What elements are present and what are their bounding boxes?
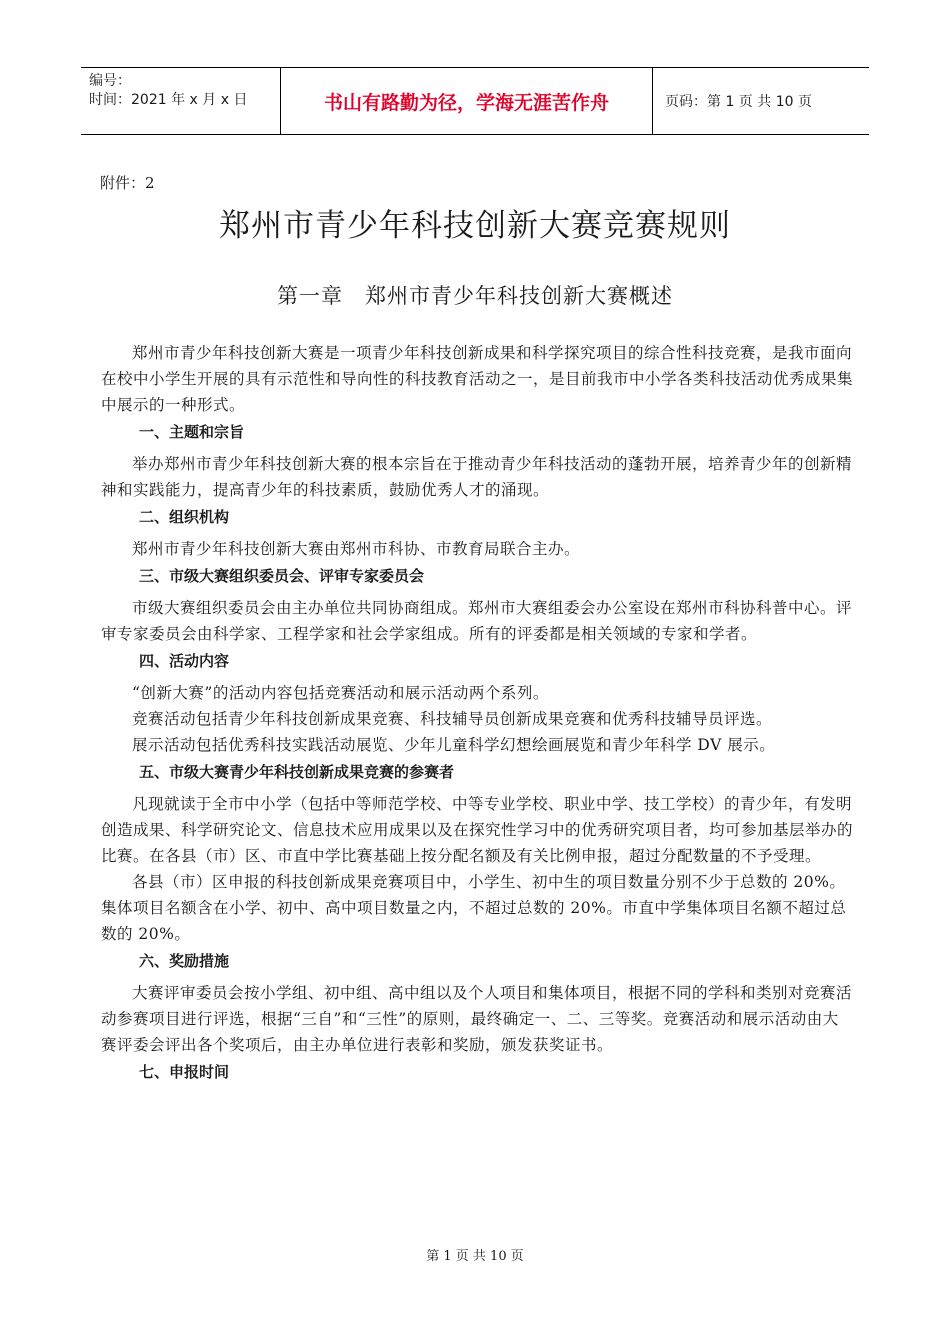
section-paragraph: 市级大赛组织委员会由主办单位共同协商组成。郑州市大赛组委会办公室设在郑州市科协科普中心。评审专家委员会由科学家、工程学家和社会学家组成。所有的评委都是相关领域的专家和学者。 [101,599,853,643]
section-paragraph: 凡现就读于全市中小学（包括中等师范学校、中等专业学校、职业中学、技工学校）的青少年，有发明创造成果、科学研究论文、信息技术应用成果以及在探究性学习中的优秀研究项目者，均可参加基层举办的比赛。在各县（市）区、市直中学比赛基础上按分配名额及有关比例申报，超过分配数量的不予受理。 [101,795,854,865]
section-heading: 二、组织机构 [139,508,230,526]
section-heading: 七、申报时间 [139,1063,230,1081]
time-label: 时间：2021 年 x 月 x 日 [89,92,248,108]
section-paragraph: 竞赛活动包括青少年科技创新成果竞赛、科技辅导员创新成果竞赛和优秀科技辅导员评选。 [132,710,773,728]
header-motto: 书山有路勤为径，学海无涯苦作舟 [281,68,653,134]
header-page-info: 页码：第 1 页 共 10 页 [665,94,812,110]
section-heading: 六、奖励措施 [139,952,230,970]
section-heading: 五、市级大赛青少年科技创新成果竞赛的参赛者 [139,763,455,781]
document-body [101,340,853,1091]
header-meta [81,68,281,134]
section-paragraph: 大赛评审委员会按小学组、初中组、高中组以及个人项目和集体项目，根据不同的学科和类别对竞赛活动参赛项目进行评选，根据“三自”和“三性”的原则，最终确定一、二、三等奖。竞赛活动和展示活动由大赛评委会评出各个奖项后，由主办单位进行表彰和奖励，颁发获奖证书。 [101,984,853,1054]
intro-paragraph: 郑州市青少年科技创新大赛是一项青少年科技创新成果和科学探究项目的综合性科技竞赛，是我市面向在校中小学生开展的具有示范性和导向性的科技教育活动之一，是目前我市中小学各类科技活动优秀成果集中展示的一种形式。 [101,344,854,414]
section-paragraph: “创新大赛”的活动内容包括竞赛活动和展示活动两个系列。 [132,684,549,702]
number-label: 编号： [89,73,131,89]
section-paragraph: 郑州市青少年科技创新大赛由郑州市科协、市教育局联合主办。 [132,540,581,558]
attachment-label: 附件：2 [100,174,155,192]
section-paragraph: 各县（市）区申报的科技创新成果竞赛项目中，小学生、初中生的项目数量分别不少于总数的 20%。集体项目名额含在小学、初中、高中项目数量之内，不超过总数的 20%。市直中学集体项目名额不超过总数的 20%。 [101,873,847,943]
document-title: 郑州市青少年科技创新大赛竞赛规则 [219,208,731,244]
header-table [81,67,869,135]
page-footer: 第 1 页 共 10 页 [426,1249,524,1264]
chapter-title: 第一章 郑州市青少年科技创新大赛概述 [277,284,673,308]
section-paragraph: 展示活动包括优秀科技实践活动展览、少年儿童科学幻想绘画展览和青少年科学 DV 展示。 [132,736,776,754]
section-heading: 一、主题和宗旨 [139,423,245,441]
section-heading: 四、活动内容 [139,652,230,670]
section-heading: 三、市级大赛组织委员会、评审专家委员会 [139,567,425,585]
section-paragraph: 举办郑州市青少年科技创新大赛的根本宗旨在于推动青少年科技活动的蓬勃开展，培养青少年的创新精神和实践能力，提高青少年的科技素质，鼓励优秀人才的涌现。 [101,455,853,499]
